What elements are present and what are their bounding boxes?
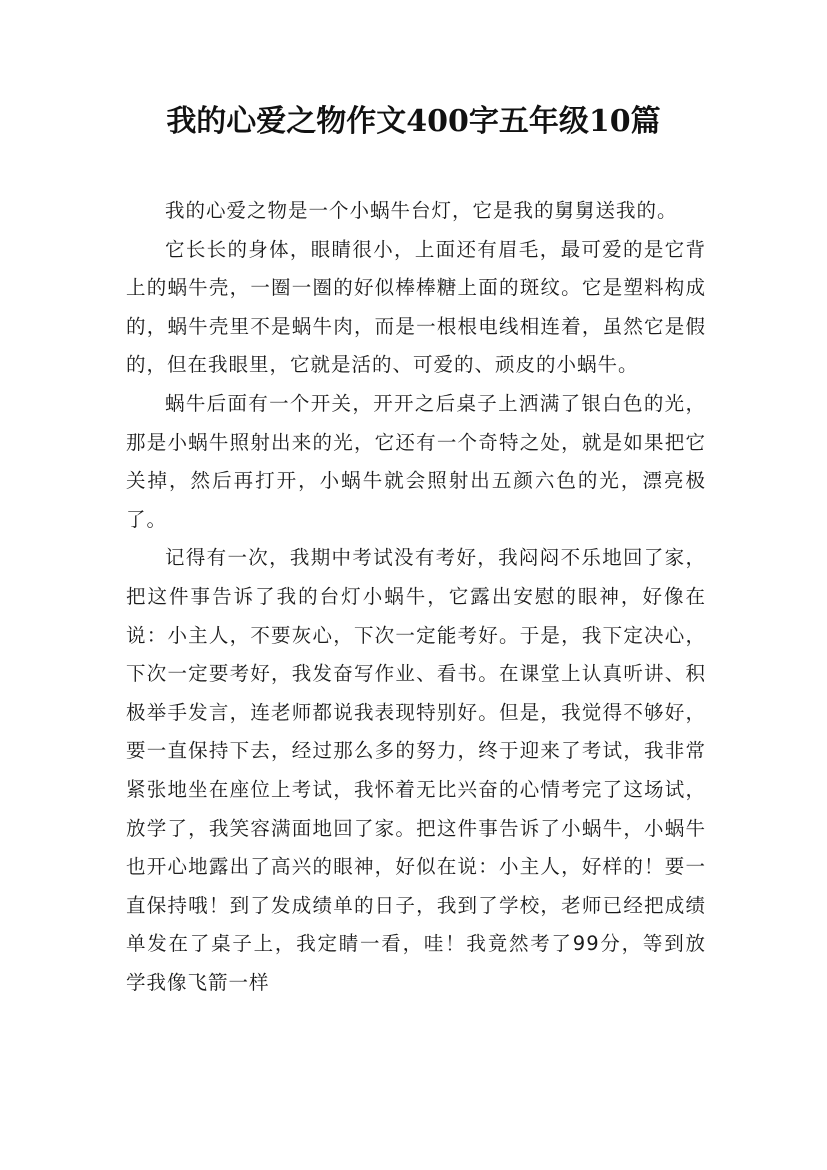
paragraph-3: 蜗牛后面有一个开关，开开之后桌子上洒满了银白色的光，那是小蜗牛照射出来的光，它还有一个奇特之处，就是如果把它关掉，然后再打开，小蜗牛就会照射出五颜六色的光，漂亮极了。 — [126, 391, 706, 531]
paragraph-4: 记得有一次，我期中考试没有考好，我闷闷不乐地回了家，把这件事告诉了我的台灯小蜗牛，它露出安慰的眼神，好像在说：小主人，不要灰心，下次一定能考好。于是，我下定决心，下次一定要考好，我发奋写作业、看书。在课堂上认真听讲、积极举手发言，连老师都说我表现特别好。但是，我觉得不够好，要一直保持下去，经过那么多的努力，终于迎来了考试，我非常紧张地坐在座位上考试，我怀着无比兴奋的心情考完了这场试，放学了，我笑容满面地回了家。把这件事告诉了小蜗牛，小蜗牛也开心地露出了高兴的眼神，好似在说：小主人，好样的！要一直保持哦！到了发成绩单的日子，我到了学校，老师已经把成绩单发在了桌子上，我定睛一看，哇！我竟然考了99分，等到放学我像飞箭一样 — [126, 546, 706, 994]
document-title: 我的心爱之物作文400字五年级10篇 — [166, 104, 661, 139]
essay-body — [126, 192, 706, 1002]
paragraph-2: 它长长的身体，眼睛很小，上面还有眉毛，最可爱的是它背上的蜗牛壳，一圈一圈的好似棒棒糖上面的斑纹。它是塑料构成的，蜗牛壳里不是蜗牛肉，而是一根根电线相连着，虽然它是假的，但在我眼里，它就是活的、可爱的、顽皮的小蜗牛。 — [126, 237, 706, 377]
paragraph-1: 我的心爱之物是一个小蜗牛台灯，它是我的舅舅送我的。 — [165, 199, 678, 222]
